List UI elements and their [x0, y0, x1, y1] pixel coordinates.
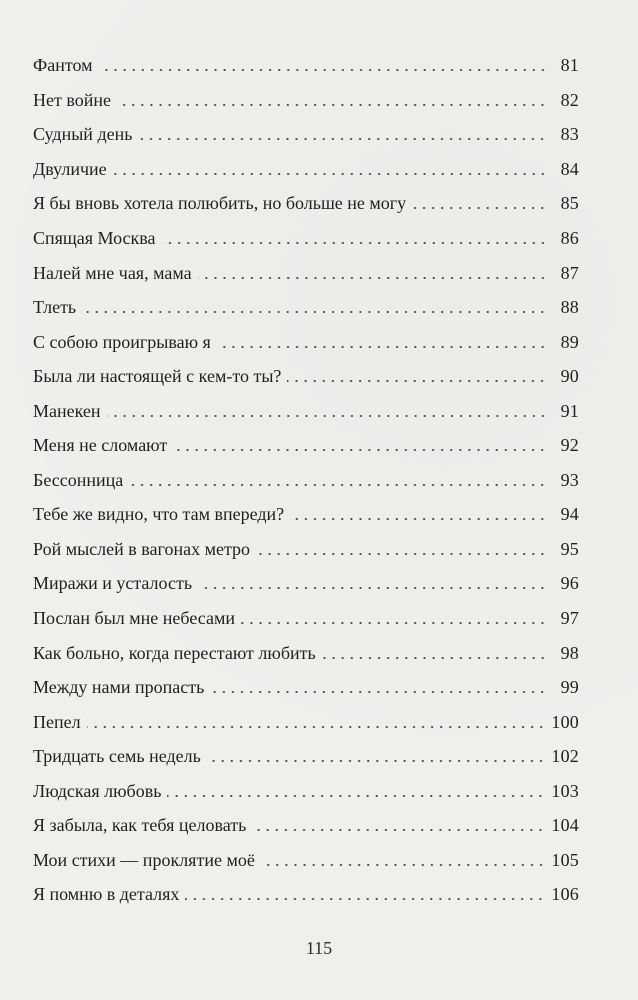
toc-entry	[33, 877, 579, 912]
toc-entry-page: 93	[560, 469, 579, 490]
toc-entry-title: Меня не сломают	[33, 435, 168, 456]
toc-entry-title: Тебе же видно, что там впереди?	[33, 504, 285, 525]
toc-entry-page: 98	[560, 642, 579, 663]
toc-entry-title: Фантом	[33, 55, 93, 76]
toc-entry-page: 96	[560, 573, 579, 594]
toc-entry	[33, 359, 579, 394]
toc-entry	[33, 186, 579, 221]
toc-entry-page: 92	[560, 435, 579, 456]
toc-entry-title: Послан был мне небесами	[33, 608, 235, 629]
toc-dot-leader	[256, 552, 547, 556]
toc-entry-page: 84	[560, 158, 579, 179]
toc-entry-title: Миражи и усталость	[33, 573, 193, 594]
toc-entry	[33, 670, 579, 705]
toc-entry-title: Мои стихи — проклятие моё	[33, 849, 255, 870]
toc-entry	[33, 808, 579, 843]
toc-dot-leader	[241, 621, 547, 625]
toc-dot-leader	[173, 448, 547, 452]
toc-entry-title: С собою проигрываю я	[33, 331, 211, 352]
toc-entry-title: Нет войне	[33, 89, 111, 110]
toc-entry	[33, 152, 579, 187]
toc-entry-title: Бессонница	[33, 469, 124, 490]
toc-entry-page: 83	[560, 124, 579, 145]
toc-entry	[33, 601, 579, 636]
toc-entry	[33, 117, 579, 152]
toc-entry	[33, 428, 579, 463]
toc-dot-leader	[167, 794, 545, 798]
toc-dot-leader	[198, 276, 547, 280]
toc-entry-title: Я бы вновь хотела полюбить, но больше не могу	[33, 193, 407, 214]
toc-dot-leader	[261, 863, 546, 867]
toc-entry-title: Двуличие	[33, 158, 107, 179]
toc-dot-leader	[113, 172, 547, 176]
toc-entry	[33, 83, 579, 118]
toc-dot-leader	[185, 897, 545, 901]
toc-entry	[33, 463, 579, 498]
toc-entry	[33, 290, 579, 325]
toc-entry-title: Налей мне чая, мама	[33, 262, 192, 283]
toc-entry-page: 94	[560, 504, 579, 525]
toc-dot-leader	[117, 103, 547, 107]
toc-dot-leader	[87, 725, 546, 729]
toc-entry	[33, 532, 579, 567]
toc-entry-title: Судный день	[33, 124, 133, 145]
toc-entry-page: 100	[551, 711, 579, 732]
toc-entry-title: Людская любовь	[33, 780, 162, 801]
toc-entry-title: Спящая Москва	[33, 228, 156, 248]
toc-dot-leader	[322, 656, 547, 660]
toc-entry-title: Была ли настоящей с кем-то ты?	[33, 366, 282, 387]
toc-entry-title: Как больно, когда перестают любить	[33, 642, 316, 663]
toc-dot-leader	[412, 206, 547, 210]
toc-dot-leader	[287, 379, 547, 383]
toc-entry	[33, 635, 579, 670]
toc-entry-title: Между нами пропасть	[33, 677, 205, 698]
toc-entry-title: Манекен	[33, 400, 101, 421]
toc-entry	[33, 739, 579, 774]
toc-entry	[33, 773, 579, 808]
toc-entry	[33, 255, 579, 290]
toc-entry-page: 82	[560, 89, 579, 110]
toc-entry-page: 86	[560, 228, 579, 248]
toc-dot-leader	[210, 690, 547, 694]
toc-entry-title: Пепел	[33, 711, 81, 732]
toc-entry-page: 105	[551, 849, 579, 870]
toc-entry-title: Тридцать семь недель	[33, 746, 201, 767]
page-number: 115	[305, 938, 333, 958]
toc-entry-page: 97	[560, 608, 579, 629]
toc-dot-leader	[162, 241, 547, 245]
toc-entry-page: 88	[560, 297, 579, 318]
toc-dot-leader	[138, 137, 547, 141]
toc-dot-leader	[198, 586, 547, 590]
toc-entry-title: Тлеть	[33, 297, 77, 318]
toc-entry-title: Рой мыслей в вагонах метро	[33, 538, 251, 559]
toc-dot-leader	[290, 517, 547, 521]
toc-entry	[33, 843, 579, 878]
table-of-contents	[33, 48, 579, 912]
toc-entry-page: 102	[551, 746, 579, 767]
toc-entry	[33, 566, 579, 601]
toc-dot-leader	[217, 345, 547, 349]
toc-entry-page: 85	[560, 193, 579, 214]
toc-entry-page: 87	[560, 262, 579, 283]
toc-entry-page: 90	[560, 366, 579, 387]
toc-entry-page: 81	[560, 55, 579, 76]
toc-entry-title: Я забыла, как тебя целовать	[33, 815, 247, 836]
toc-dot-leader	[207, 759, 546, 763]
toc-entry	[33, 393, 579, 428]
toc-entry	[33, 48, 579, 83]
toc-dot-leader	[129, 483, 547, 487]
toc-dot-leader	[107, 414, 547, 418]
toc-entry-page: 95	[560, 538, 579, 559]
toc-dot-leader	[99, 68, 547, 72]
toc-entry	[33, 704, 579, 739]
toc-dot-leader	[82, 310, 547, 314]
toc-entry-page: 91	[560, 400, 579, 421]
toc-entry-title: Я помню в деталях	[33, 884, 180, 905]
toc-entry-page: 106	[551, 884, 579, 905]
toc-entry	[33, 497, 579, 532]
toc-entry-page: 89	[560, 331, 579, 352]
toc-entry-page: 103	[551, 780, 579, 801]
toc-entry-page: 104	[551, 815, 579, 836]
toc-entry	[33, 221, 579, 256]
toc-dot-leader	[252, 828, 545, 832]
toc-entry	[33, 324, 579, 359]
toc-entry-page: 99	[560, 677, 579, 698]
